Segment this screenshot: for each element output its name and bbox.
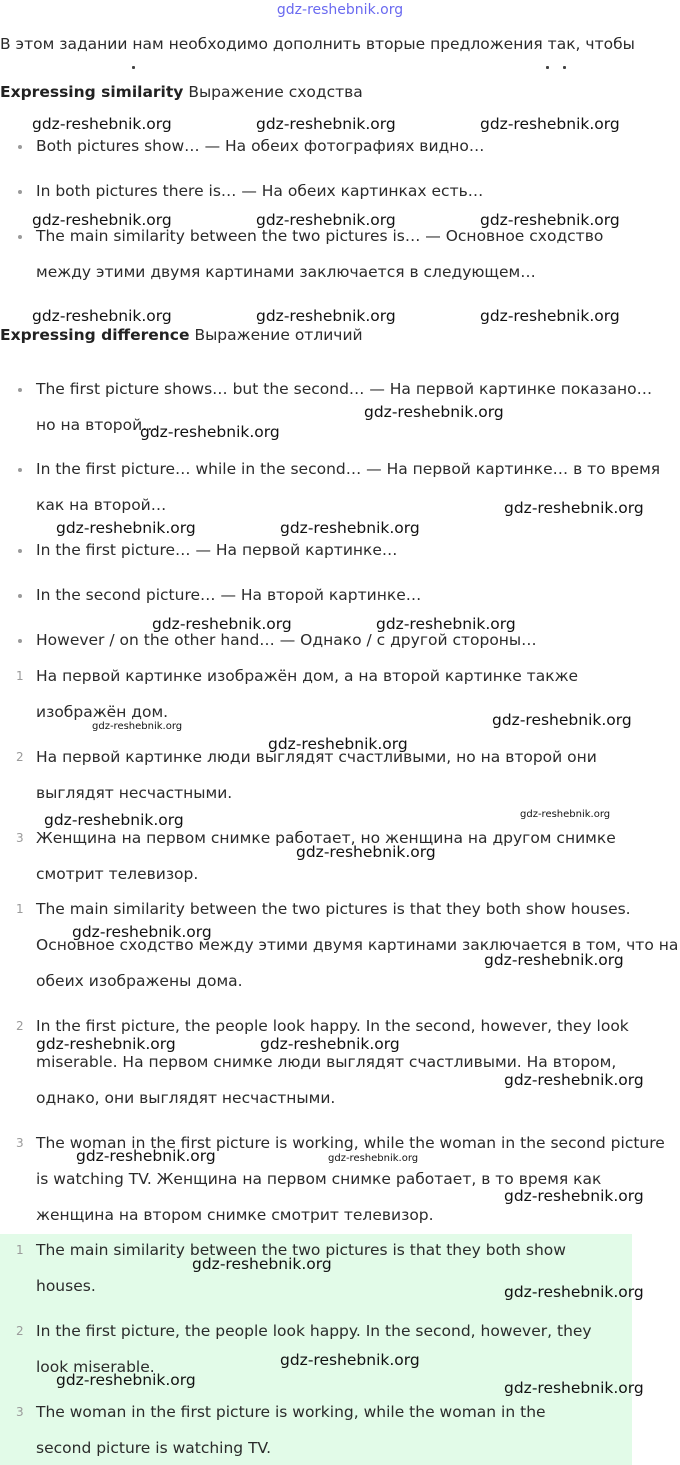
item-number: 2: [16, 750, 24, 764]
item-number: 1: [16, 1243, 24, 1257]
difference-heading-en: Expressing difference: [0, 326, 190, 344]
list-item: Both pictures show… — На обеих фотографиях видно…: [36, 128, 680, 164]
watermark: gdz-reshebnik.org: [484, 951, 624, 969]
watermark: gdz-reshebnik.org: [36, 1035, 176, 1053]
item-number: 3: [16, 1405, 24, 1419]
watermark: gdz-reshebnik.org: [504, 1187, 644, 1205]
intro-text: В этом задании нам необходимо дополнить вторые предложения так, чтобы: [0, 35, 635, 53]
watermark: gdz-reshebnik.org: [280, 1351, 420, 1369]
watermark: gdz-reshebnik.org: [32, 115, 172, 133]
difference-heading-ru: Выражение отличий: [194, 326, 363, 344]
list-item: In the first picture… — На первой картинке…: [36, 532, 680, 568]
watermark: gdz-reshebnik.org: [72, 923, 212, 941]
watermark: gdz-reshebnik.org: [376, 615, 516, 633]
watermark: gdz-reshebnik.org: [492, 711, 632, 729]
similarity-heading-en: Expressing similarity: [0, 83, 184, 101]
item-text: The woman in the first picture is working, while the woman in the second picture is watching TV.: [36, 1403, 546, 1457]
item-number: 2: [16, 1324, 24, 1338]
watermark: gdz-reshebnik.org: [520, 809, 611, 820]
item-number: 3: [16, 1136, 24, 1150]
item-text: The main similarity between the two pictures is that they both show houses. Основное сходство между этими двумя картинами заключается в том, что на обеих изображены дома.: [36, 900, 679, 990]
item-number: 1: [16, 902, 24, 916]
list-item: The main similarity between the two pictures is… — Основное сходство между этими двумя картинами заключается в следующем…: [36, 218, 636, 290]
watermark: gdz-reshebnik.org: [268, 735, 408, 753]
list-item: In both pictures there is… — На обеих картинках есть…: [36, 173, 680, 209]
watermark: gdz-reshebnik.org: [504, 1071, 644, 1089]
watermark: gdz-reshebnik.org: [260, 1035, 400, 1053]
watermark: gdz-reshebnik.org: [92, 721, 183, 732]
watermark: gdz-reshebnik.org: [480, 307, 620, 325]
list-item: In the first picture… while in the second… — На первой картинке… в то время как на второй…: [36, 451, 680, 523]
watermark: gdz-reshebnik.org: [76, 1147, 216, 1165]
item-text: На первой картинке изображён дом, а на второй картинке также изображён дом.: [36, 667, 579, 721]
watermark: gdz-reshebnik.org: [256, 211, 396, 229]
watermark: gdz-reshebnik.org: [280, 519, 420, 537]
watermark: gdz-reshebnik.org: [56, 519, 196, 537]
watermark: gdz-reshebnik.org: [504, 1283, 644, 1301]
watermark: gdz-reshebnik.org: [44, 811, 184, 829]
item-text: Женщина на первом снимке работает, но женщина на другом снимке смотрит телевизор.: [36, 829, 616, 883]
item-number: 3: [16, 831, 24, 845]
item-number: 1: [16, 669, 24, 683]
watermark: gdz-reshebnik.org: [256, 115, 396, 133]
watermark: gdz-reshebnik.org: [192, 1255, 332, 1273]
similarity-heading: [0, 82, 363, 102]
difference-heading: [0, 325, 363, 345]
site-link[interactable]: gdz-reshebnik.org: [276, 2, 404, 18]
watermark: gdz-reshebnik.org: [328, 1153, 419, 1164]
watermark: gdz-reshebnik.org: [296, 843, 436, 861]
watermark: gdz-reshebnik.org: [32, 307, 172, 325]
bilingual-answer-item: [16, 891, 680, 999]
item-text: The woman in the first picture is working, while the woman in the second picture is watching TV. Женщина на первом снимке работает, в то время как женщина на втором снимке смотрит телевизор.: [36, 1134, 665, 1224]
item-text: The main similarity between the two pictures is that they both show houses.: [36, 1241, 566, 1295]
final-answer-item: [16, 1394, 596, 1465]
watermark: gdz-reshebnik.org: [364, 403, 504, 421]
watermark: gdz-reshebnik.org: [480, 115, 620, 133]
item-text: In the first picture, the people look happy. In the second, however, they look miserable. На первом снимке люди выглядят счастливыми. На втором, однако, они выглядят несчастными.: [36, 1017, 629, 1107]
watermark: gdz-reshebnik.org: [152, 615, 292, 633]
watermark: gdz-reshebnik.org: [504, 499, 644, 517]
list-item: In the second picture… — На второй картинке…: [36, 577, 680, 613]
bilingual-answer-item: [16, 1008, 666, 1116]
watermark: gdz-reshebnik.org: [56, 1371, 196, 1389]
list-item: However / on the other hand… — Однако / с другой стороны…: [36, 622, 680, 658]
item-text: In the first picture, the people look happy. In the second, however, they look miserable.: [36, 1322, 592, 1376]
similarity-heading-ru: Выражение сходства: [188, 83, 363, 101]
list-item: The first picture shows… but the second… — На первой картинке показано… но на второй…: [36, 371, 676, 443]
item-text: На первой картинке люди выглядят счастливыми, но на второй они выглядят несчастными.: [36, 748, 597, 802]
watermark: gdz-reshebnik.org: [140, 423, 280, 441]
bilingual-answer-item: [16, 1125, 680, 1233]
cropped-text-line: [0, 66, 680, 76]
watermark: gdz-reshebnik.org: [504, 1379, 644, 1397]
watermark: gdz-reshebnik.org: [480, 211, 620, 229]
watermark: gdz-reshebnik.org: [32, 211, 172, 229]
item-number: 2: [16, 1019, 24, 1033]
watermark: gdz-reshebnik.org: [256, 307, 396, 325]
